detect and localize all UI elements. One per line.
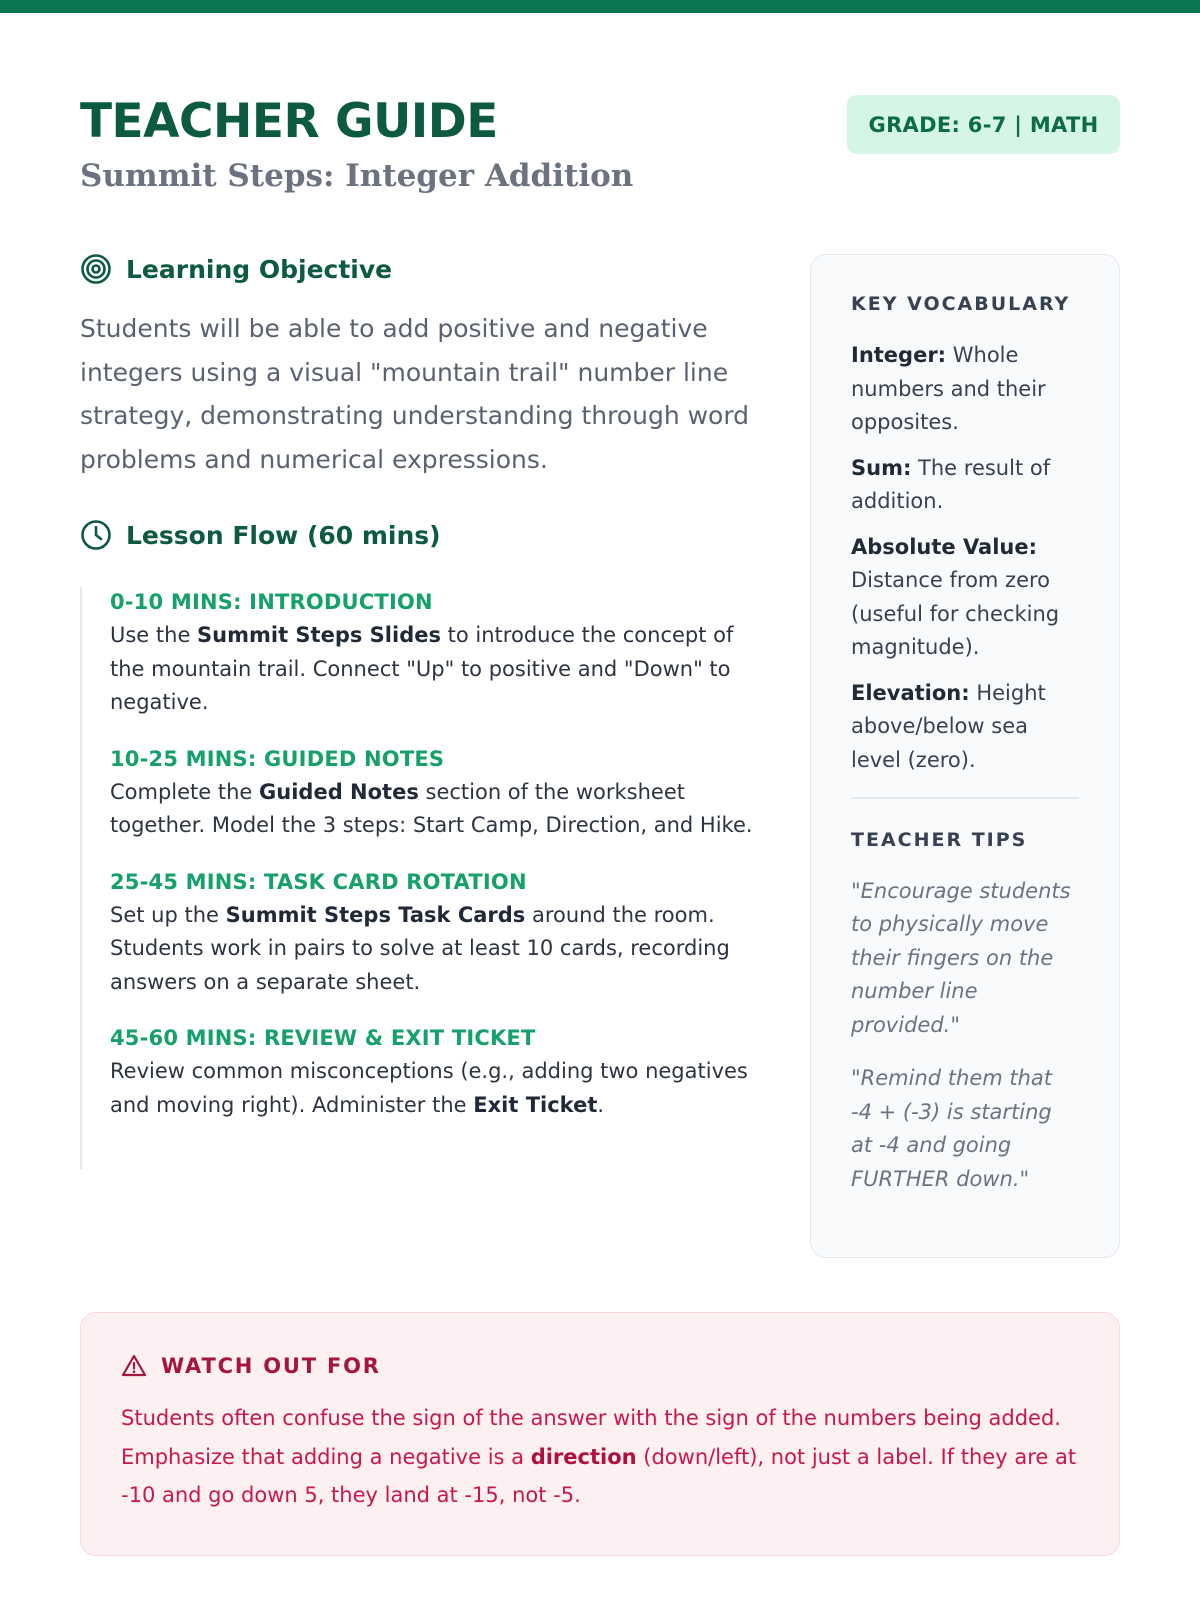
lesson-flow-heading <box>80 519 441 551</box>
page-title: TEACHER GUIDE <box>80 94 498 149</box>
lesson-step <box>110 1023 760 1122</box>
vocab-item <box>851 531 1079 665</box>
vocab-term: Absolute Value: <box>851 534 1038 559</box>
vocab-item <box>851 677 1079 778</box>
lesson-step <box>110 744 760 843</box>
vocab-item <box>851 452 1079 519</box>
watch-out-emphasis: direction <box>530 1444 637 1469</box>
lesson-step <box>110 587 760 720</box>
step-resource: Summit Steps Task Cards <box>225 902 526 927</box>
vocabulary-label: KEY VOCABULARY <box>851 293 1071 315</box>
teacher-tip: "Encourage students to physically move their fingers on the number line provided." <box>851 878 1071 1037</box>
target-icon <box>80 253 112 285</box>
vocab-definition: Whole numbers and their opposites. <box>851 343 1046 434</box>
step-resource: Exit Ticket <box>473 1092 598 1117</box>
vocab-term: Sum: <box>851 455 912 480</box>
watch-out-callout <box>80 1312 1120 1556</box>
vocab-term: Integer: <box>851 343 947 367</box>
objective-heading-label: Learning Objective <box>126 254 393 284</box>
lesson-flow-timeline <box>80 587 760 1169</box>
objective-text: Students will be able to add positive and negative integers using a visual "mountain trail" number line strategy, demonstrating understanding through word problems and numerical expressions. <box>80 314 750 474</box>
step-resource: Summit Steps Slides <box>197 623 441 647</box>
vocab-item <box>851 339 1079 440</box>
step-title: 45-60 MINS: REVIEW & EXIT TICKET <box>110 1026 536 1050</box>
step-description: Use the Summit Steps Slides to introduce the concept of the mountain trail. Connect "Up" to positive and "Down" to negative. <box>110 623 734 714</box>
sidebar-panel <box>810 254 1120 1258</box>
watch-out-heading-label: WATCH OUT FOR <box>161 1354 381 1378</box>
page-subtitle: Summit Steps: Integer Addition <box>80 158 634 194</box>
vocab-definition: Distance from zero (useful for checking magnitude). <box>851 568 1060 659</box>
step-description: Review common misconceptions (e.g., adding two negatives and moving right). Administer the Exit Ticket. <box>110 1059 748 1117</box>
step-title: 0-10 MINS: INTRODUCTION <box>110 590 433 614</box>
teacher-tips-label: TEACHER TIPS <box>851 828 1028 851</box>
step-description: Set up the Summit Steps Task Cards around the room. Students work in pairs to solve at least 10 cards, recording answers on a separate sheet. <box>110 902 730 994</box>
sidebar-divider <box>851 797 1079 799</box>
clock-icon <box>80 519 112 551</box>
watch-out-text: Students often confuse the sign of the answer with the sign of the numbers being added. Emphasize that adding a negative is a direction (down/left), not just a label. If they are at -10 and go down 5, they land at -15, not -5. <box>121 1406 1077 1507</box>
lesson-step <box>110 867 760 1000</box>
top-accent-bar <box>0 0 1200 13</box>
step-title: 10-25 MINS: GUIDED NOTES <box>110 746 445 771</box>
warning-icon <box>121 1353 147 1379</box>
teacher-tip: "Remind them that -4 + (-3) is starting at -4 and going FURTHER down." <box>851 1066 1053 1191</box>
step-description: Complete the Guided Notes section of the worksheet together. Model the 3 steps: Start Camp, Direction, and Hike. <box>110 779 753 837</box>
step-title: 25-45 MINS: TASK CARD ROTATION <box>110 869 527 894</box>
lesson-flow-heading-label: Lesson Flow (60 mins) <box>126 520 441 550</box>
vocab-definition: The result of addition. <box>851 455 1051 513</box>
watch-out-heading <box>121 1353 1079 1379</box>
vocab-term: Elevation: <box>851 680 970 705</box>
objective-heading <box>80 253 392 285</box>
vocab-definition: Height above/below sea level (zero). <box>851 680 1046 772</box>
step-resource: Guided Notes <box>259 779 419 804</box>
grade-badge: GRADE: 6-7 | MATH <box>847 95 1120 154</box>
